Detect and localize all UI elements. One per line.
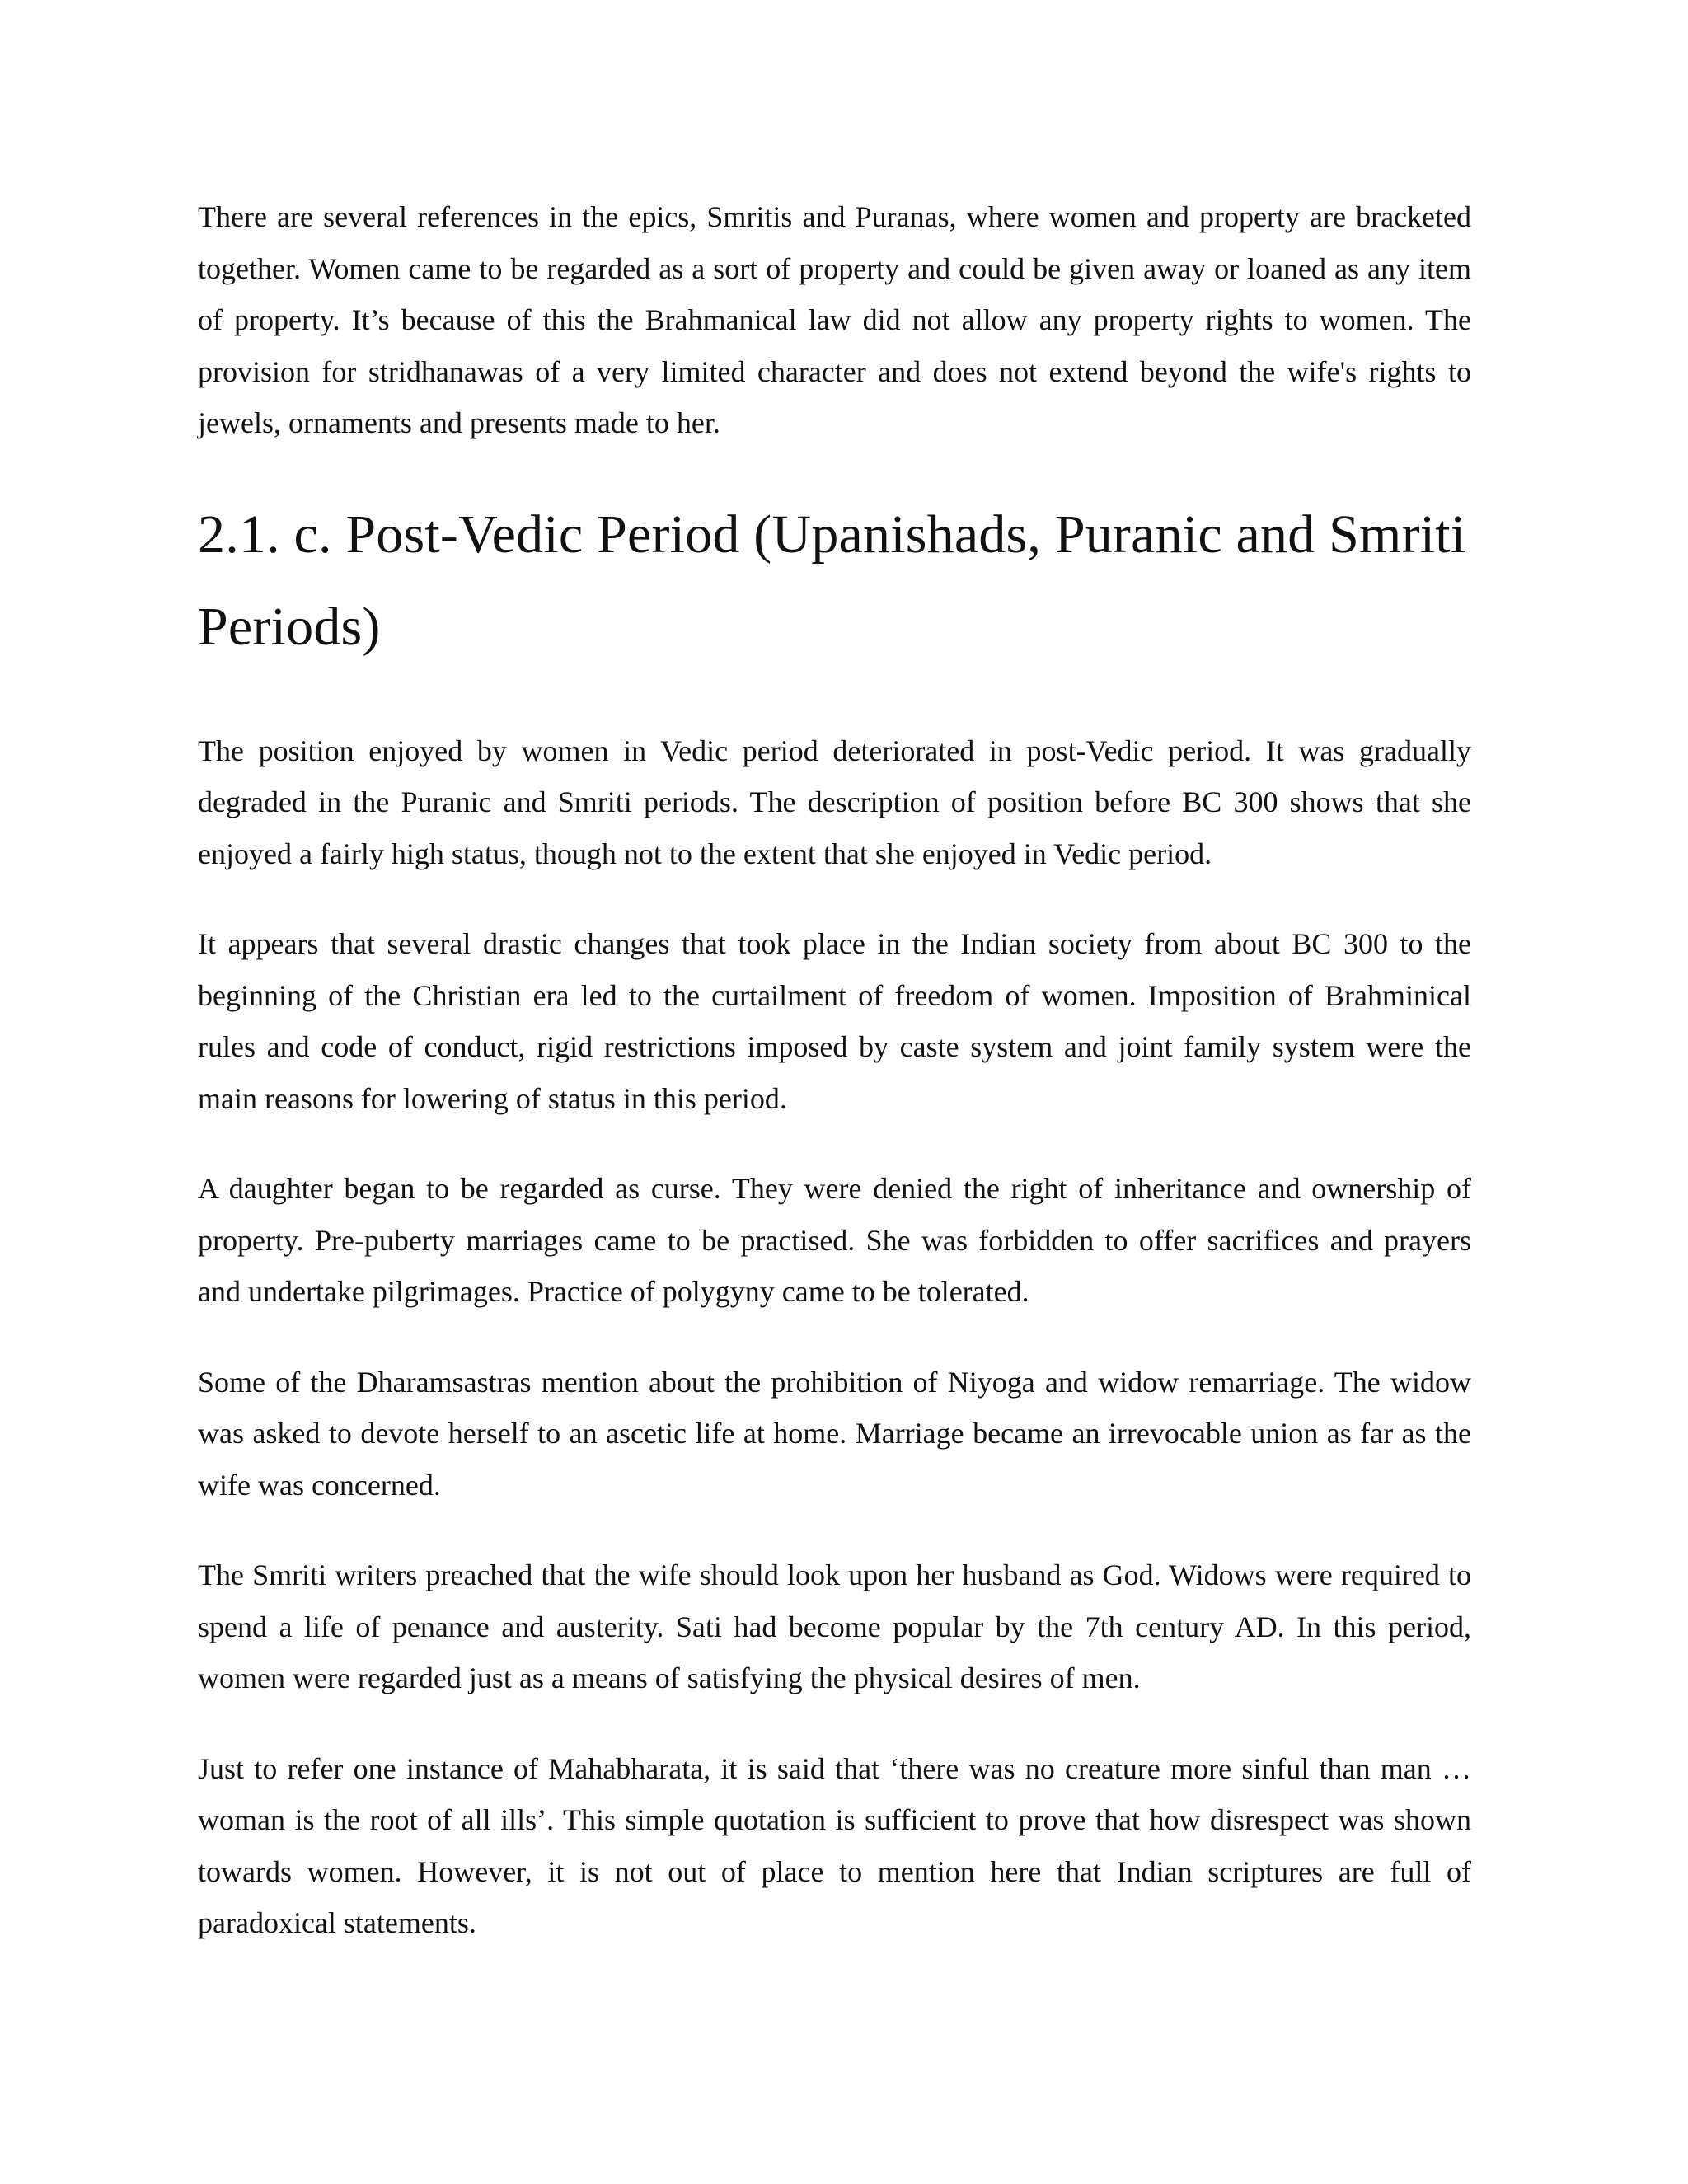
- body-paragraph-3: A daughter began to be regarded as curse. They were denied the right of inheritance and ownership of property. Pre-puberty marriages came to be practised. She was forbidden to offer sacrifices and prayers and undertake pilgrimages. Practice of polygyny came to be tolerated.: [198, 1172, 1471, 1308]
- body-paragraph-2: It appears that several drastic changes that took place in the Indian society from about BC 300 to the beginning of the Christian era led to the curtailment of freedom of women. Imposition of Brahminical rules and code of conduct, rigid restrictions imposed by caste system and joint family system were the main reasons for lowering of status in this period.: [198, 927, 1471, 1115]
- document-page: [198, 191, 1471, 1949]
- intro-paragraph: There are several references in the epics, Smritis and Puranas, where women and property are bracketed together. Women came to be regarded as a sort of property and could be given away or loaned as any item of property. It’s because of this the Brahmanical law did not allow any property rights to women. The provision for stridhanawas of a very limited character and does not extend beyond the wife's rights to jewels, ornaments and presents made to her.: [198, 200, 1471, 439]
- body-paragraph-4: Some of the Dharamsastras mention about the prohibition of Niyoga and widow remarriage. The widow was asked to devote herself to an ascetic life at home. Marriage became an irrevocable union as far as the wife was concerned.: [198, 1365, 1471, 1502]
- body-paragraph-6: Just to refer one instance of Mahabharata, it is said that ‘there was no creature more sinful than man … woman is the root of all ills’. This simple quotation is sufficient to prove that how disrespect was shown towards women. However, it is not out of place to mention here that Indian scriptures are full of paradoxical statements.: [198, 1751, 1471, 1939]
- body-paragraph-5: The Smriti writers preached that the wife should look upon her husband as God. Widows were required to spend a life of penance and austerity. Sati had become popular by the 7th century AD. In this period, women were regarded just as a means of satisfying the physical desires of men.: [198, 1558, 1471, 1694]
- body-paragraph-1: The position enjoyed by women in Vedic period deteriorated in post-Vedic period. It was gradually degraded in the Puranic and Smriti periods. The description of position before BC 300 shows that she enjoyed a fairly high status, though not to the extent that she enjoyed in Vedic period.: [198, 733, 1471, 870]
- section-heading: 2.1. c. Post-Vedic Period (Upanishads, Puranic and Smriti Periods): [198, 504, 1466, 657]
